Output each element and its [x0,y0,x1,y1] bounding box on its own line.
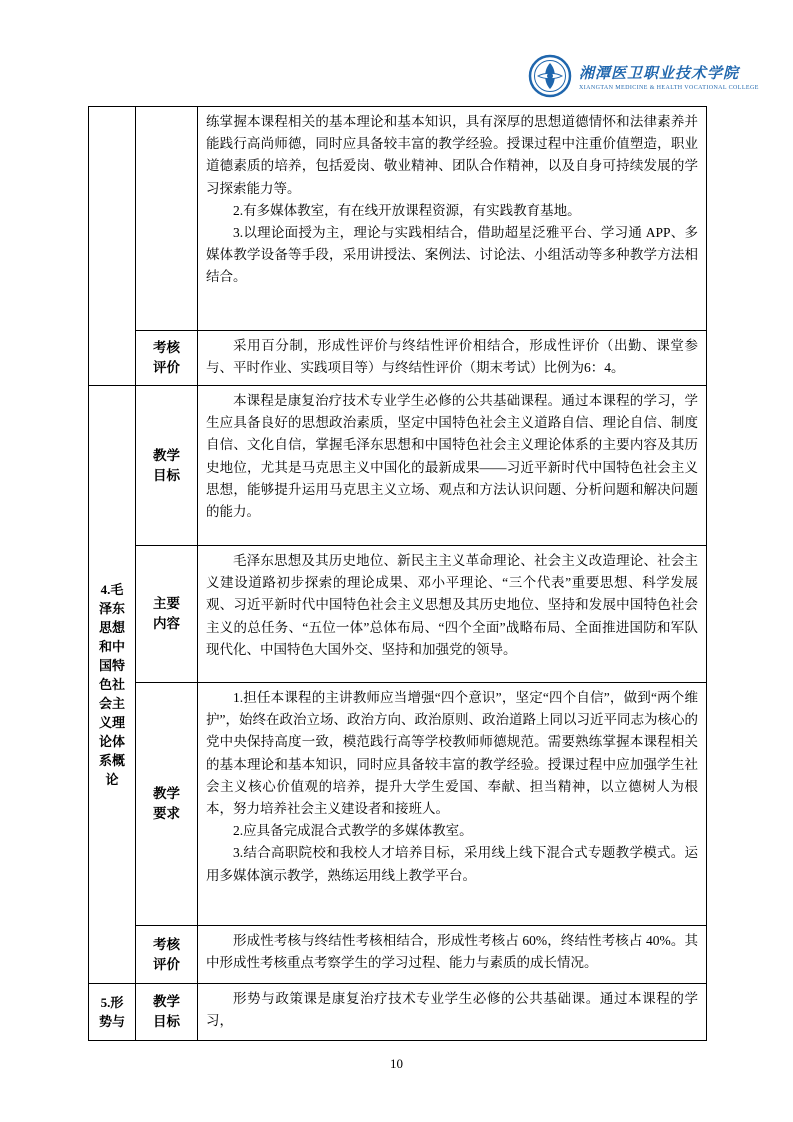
row-label-assessment [136,926,198,984]
teaching-requirement-cell [198,683,707,926]
page-number: 10 [390,1056,403,1071]
row-label-text: 考核评价 [153,340,180,375]
row-label-text: 主要内容 [153,596,180,631]
paragraph: 2.应具备完成混合式教学的多媒体教室。 [233,823,473,839]
row-label-goal [136,984,198,1041]
row-label-goal [136,386,198,546]
teaching-goal-cell [198,386,707,546]
section5-title-text: 5.形势与 [98,995,125,1029]
section4-title-cell [89,386,136,984]
paragraph: 形势与政策课是康复治疗技术专业学生必修的公共基础课。通过本课程的学习， [206,991,698,1029]
college-name-en: XIANGTAN MEDICINE & HEALTH VOCATIONAL COLLEGE [579,84,759,91]
row-label-content [136,546,198,683]
teaching-goal-cell [198,984,707,1041]
paragraph: 本课程是康复治疗技术专业学生必修的公共基础课程。通过本课程的学习，学生应具备良好的思想政治素质，坚定中国特色社会主义道路自信、理论自信、制度自信、文化自信，掌握毛泽东思想和中国特色社会主义理论体系的主要内容及其历史地位，尤其是马克思主义中国化的最新成果——习近平新时代中国特色社会主义思想，能够提升运用马克思主义立场、观点和方法认识问题、分析问题和解决问题的能力。 [206,393,698,520]
table-row [89,386,707,546]
table-row [89,926,707,984]
teaching-requirement-continued-cell [198,107,707,331]
row-label-assessment [136,331,198,386]
college-name-block [579,62,759,91]
row-label-requirement [136,683,198,926]
row-label-text: 考核评价 [153,936,180,972]
row-label-cell-empty [136,107,198,331]
college-logo [528,54,759,98]
row-label-text: 教学要求 [153,786,180,821]
assessment-cell [198,926,707,984]
table-row [89,546,707,683]
paragraph: 练掌握本课程相关的基本理论和基本知识，具有深厚的思想道德情怀和法律素养并能践行高尚师德，同时应具备较丰富的教学经验。授课过程中注重价值塑造，职业道德素质的培养，包括爱岗、敬业精神、团队合作精神，以及自身可持续发展的学习探索能力等。 [206,114,698,196]
section-title-cell-empty [89,107,136,386]
section5-title-cell [89,984,136,1041]
college-name-cn: 湘潭医卫职业技术学院 [579,65,740,82]
table-row [89,683,707,926]
paragraph: 3.结合高职院校和我校人才培养目标，采用线上线下混合式专题教学模式。运用多媒体演示教学，熟练运用线上教学平台。 [206,845,698,883]
section4-title-text: 4.毛泽东思想和中国特色社会主义理论体系概论 [98,582,125,787]
paragraph: 1.担任本课程的主讲教师应当增强“四个意识”，坚定“四个自信”，做到“两个维护”，始终在政治立场、政治方向、政治原则、政治道路上同以习近平同志为核心的党中央保持高度一致，模范践行高等学校教师师德规范。需要熟练掌握本课程相关的基本理论和基本知识，同时应具备较丰富的教学经验。授课过程中应加强学生社会主义核心价值观的培养，提升大学生爱国、奉献、担当精神，以立德树人为根本，努力培养社会主义建设者和接班人。 [206,690,698,817]
paragraph: 采用百分制，形成性评价与终结性评价相结合，形成性评价（出勤、课堂参与、平时作业、实践项目等）与终结性评价（期末考试）比例为6：4。 [206,338,698,376]
paragraph: 3.以理论面授为主，理论与实践相结合，借助超星泛雅平台、学习通 APP、多媒体教学设备等手段，采用讲授法、案例法、讨论法、小组活动等多种教学方法相结合。 [206,225,698,285]
table-row [89,331,707,386]
assessment-cell [198,331,707,386]
paragraph: 形成性考核与终结性考核相结合，形成性考核占 60%，终结性考核占 40%。其中形成性考核重点考察学生的学习过程、能力与素质的成长情况。 [206,933,698,971]
row-label-text: 教学目标 [153,447,180,483]
main-content-cell [198,546,707,683]
college-emblem-icon [528,54,572,98]
table-row [89,984,707,1041]
paragraph: 2.有多媒体教室，有在线开放课程资源，有实践教育基地。 [233,202,581,218]
row-label-text: 教学目标 [153,994,180,1029]
course-outline-table [88,106,707,1041]
paragraph: 毛泽东思想及其历史地位、新民主主义革命理论、社会主义改造理论、社会主义建设道路初步探索的理论成果、邓小平理论、“三个代表”重要思想、科学发展观、习近平新时代中国特色社会主义思想及其历史地位、坚持和发展中国特色社会主义的总任务、“五位一体”总体布局、“四个全面”战略布局、全面推进国防和军队现代化、中国特色大国外交、坚持和加强党的领导。 [206,553,698,657]
table-row [89,107,707,331]
